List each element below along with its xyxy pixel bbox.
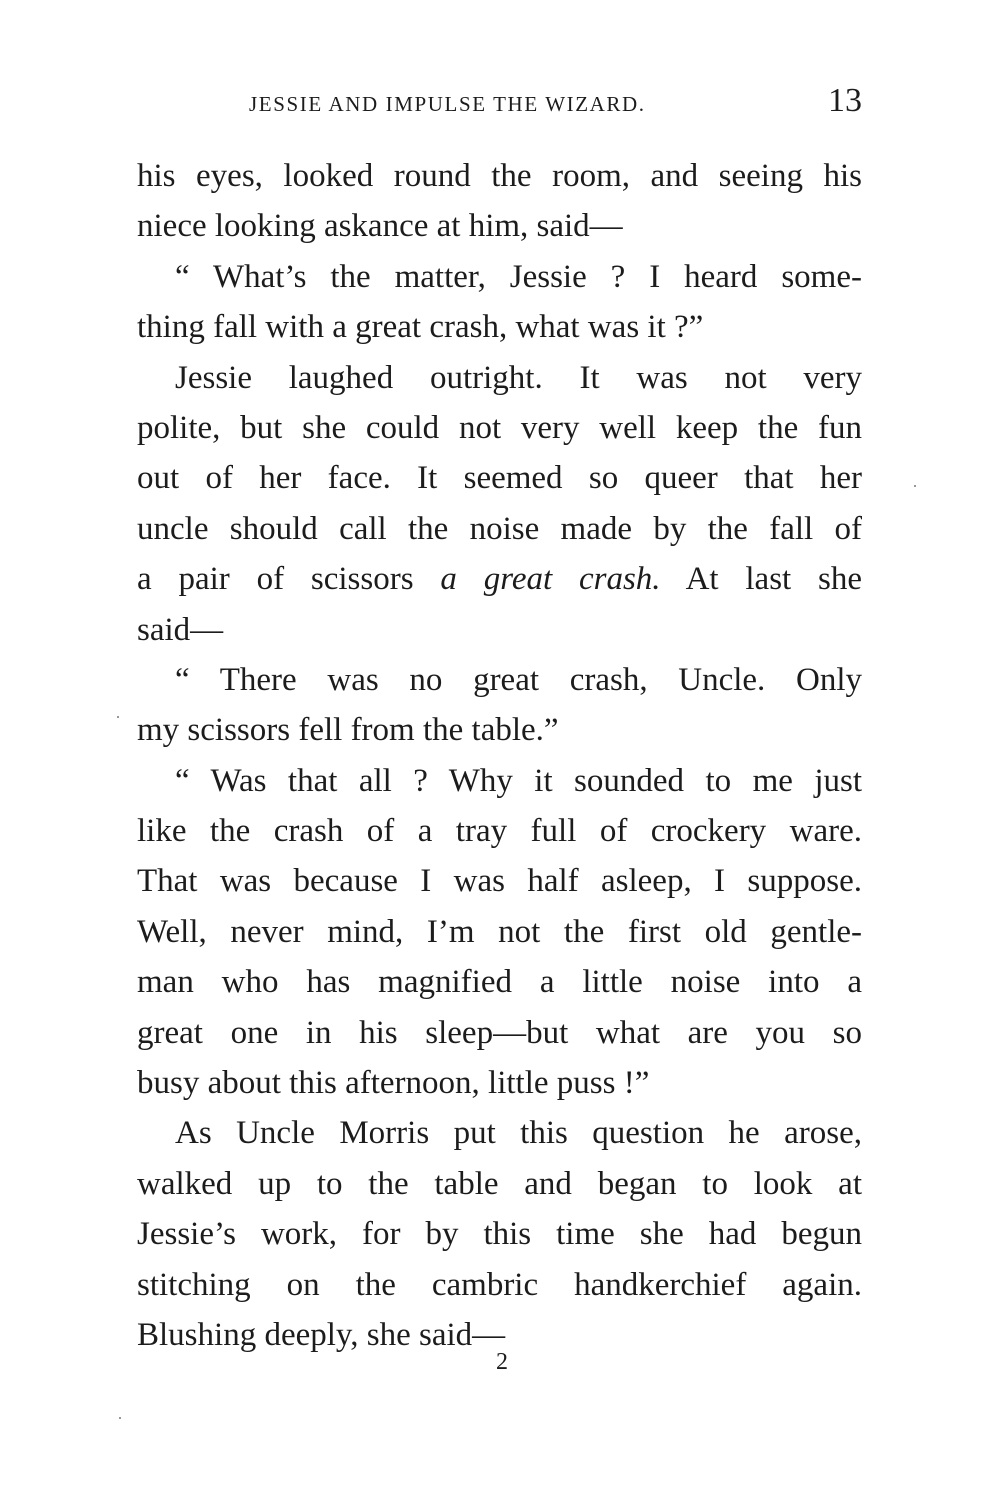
signature-mark: 2 <box>496 1349 508 1375</box>
text-line: out of her face. It seemed so queer that her <box>137 460 862 497</box>
page-number: 13 <box>828 82 862 119</box>
text-line: “ What’s the matter, Jessie ? I heard some- <box>175 258 862 295</box>
paper-speck <box>914 485 916 487</box>
text-line: polite, but she could not very well keep the fun <box>137 409 862 446</box>
text-line: walked up to the table and began to look at <box>137 1165 862 1202</box>
text-line: my scissors fell from the table.” <box>137 712 559 749</box>
text-line: “ There was no great crash, Uncle. Only <box>175 661 862 698</box>
text-line: thing fall with a great crash, what was it ?” <box>137 309 704 346</box>
text-line: stitching on the cambric handkerchief again. <box>137 1266 862 1303</box>
text-line: Blushing deeply, she said— <box>137 1316 506 1353</box>
text-line: uncle should call the noise made by the fall of <box>137 510 862 547</box>
running-title: JESSIE AND IMPULSE THE WIZARD. <box>249 92 646 116</box>
text-line: his eyes, looked round the room, and seeing his <box>137 158 862 194</box>
body-text <box>137 151 862 1360</box>
text-line: Jessie laughed outright. It was not very <box>175 359 862 396</box>
running-head <box>137 82 862 126</box>
text-line: like the crash of a tray full of crockery ware. <box>137 813 862 850</box>
text-line-with-italic <box>137 554 862 604</box>
text-line: niece looking askance at him, said— <box>137 208 623 245</box>
text-line: man who has magnified a little noise into a <box>137 964 862 1001</box>
italic-phrase: a great crash. <box>440 561 661 598</box>
paper-speck <box>119 1417 121 1419</box>
paper-speck <box>117 716 119 718</box>
text-line: As Uncle Morris put this question he arose, <box>175 1115 862 1152</box>
text-line: “ Was that all ? Why it sounded to me just <box>175 762 862 799</box>
text-line: great one in his sleep—but what are you so <box>137 1014 862 1051</box>
text-line: That was because I was half asleep, I suppose. <box>137 863 862 900</box>
text-line: Jessie’s work, for by this time she had begun <box>137 1216 862 1253</box>
text-line: said— <box>137 611 224 648</box>
text-segment: a pair of scissors <box>137 561 414 598</box>
text-line: Well, never mind, I’m not the first old gentle- <box>137 913 862 950</box>
text-segment: At last she <box>685 561 863 598</box>
text-line: busy about this afternoon, little puss !” <box>137 1065 650 1102</box>
